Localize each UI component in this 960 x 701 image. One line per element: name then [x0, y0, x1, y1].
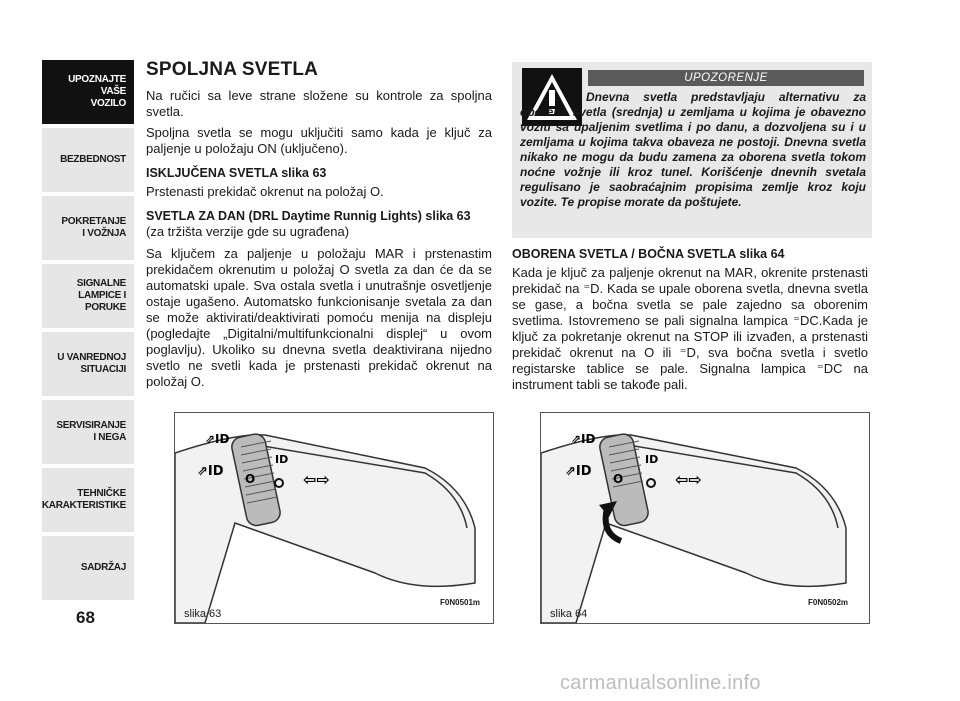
- warning-title: UPOZORENJE: [588, 70, 864, 86]
- tab-pokretanje-i-voznja[interactable]: POKRETANJE I VOŽNJA: [42, 196, 134, 260]
- paragraph: Na ručici sa leve strane složene su kontrole za spoljna svetla.: [146, 88, 492, 119]
- left-column: [146, 60, 492, 395]
- right-column: [512, 246, 868, 393]
- figure-lever-63: [174, 412, 494, 624]
- figure-caption: slika 63: [184, 608, 222, 620]
- section-heading: ISKLJUČENA SVETLA slika 63: [146, 166, 327, 180]
- page-number: 68: [76, 608, 95, 627]
- svg-text:⇦⇨: ⇦⇨: [675, 470, 702, 489]
- svg-text:⇦⇨: ⇦⇨: [303, 470, 330, 489]
- headlight-lever-illustration: [175, 413, 493, 623]
- figure-lever-64: [540, 412, 870, 624]
- tab-upoznajte-vase-vozilo[interactable]: UPOZNAJTE VAŠE VOZILO: [42, 60, 134, 124]
- page-title: SPOLJNA SVETLA: [146, 59, 319, 80]
- svg-text:⇗ID: ⇗ID: [197, 464, 224, 479]
- section-heading: SVETLA ZA DAN (DRL Daytime Runnig Lights) slika 63: [146, 209, 471, 223]
- paragraph: Spoljna svetla se mogu uključiti samo kada je ključ za paljenje u položaju ON (uključeno).: [146, 125, 492, 156]
- tab-signalne-lampice[interactable]: SIGNALNE LAMPICE I PORUKE: [42, 264, 134, 328]
- section-heading: OBORENA SVETLA / BOČNA SVETLA slika 64: [512, 247, 785, 261]
- svg-text:ID: ID: [275, 453, 289, 466]
- paragraph: Prstenasti prekidač okrenut na položaj O.: [146, 184, 384, 199]
- tab-bezbednost[interactable]: BEZBEDNOST: [42, 128, 134, 192]
- figure-code: F0N0502m: [808, 598, 849, 607]
- warning-box: [512, 62, 872, 238]
- svg-text:⇗ID: ⇗ID: [565, 464, 592, 479]
- svg-text:O: O: [613, 472, 624, 486]
- watermark: carmanualsonline.info: [560, 672, 761, 694]
- paragraph: Sa ključem za paljenje u položaju MAR i prstenastim prekidačem okrenutim u položaj O svetla za dan će da se automatski upale. Sva ostala svetla i unutrašnje osvetljenje ostaje ugašeno. Automatsko funkcionisanje svetala za dan se može aktivirati/deaktivirati pomoću menija na displeju (pogledajte „Digitalni/multifunkcionalni displej“ u ovom poglavlju). Ukoliko su dnevna svetla deaktivirana nijedno svetlo ne svetli kada je prstenasti prekidač okrenut na položaj O.: [146, 246, 492, 389]
- warning-text: Dnevna svetla predstavljaju alternativu za oborena svetla (srednja) u zemljama u kojima je obavezno voziti sa upaljenim svetlima i po danu, a dozvoljena su i u zemljama u kojima takva obaveza ne postoji. Dnevna svetla nikako ne mogu da budu zamena za oborena svetla tokom noćne vožnje ili kroz tunel. Korišćenje dnevnih svetala regulisano je saobraćajnim propisima zemlje kroz koju vozite. Te propise morate da poštujete.: [520, 90, 866, 209]
- tab-tehnicke-karakteristike[interactable]: TEHNIČKE KARAKTERISTIKE: [42, 468, 134, 532]
- tab-sadrzaj[interactable]: SADRŽAJ: [42, 536, 134, 600]
- headlight-lever-illustration: [541, 413, 869, 623]
- paragraph: Kada je ključ za paljenje okrenut na MAR, okrenite prstenasti prekidač na ⁼D. Kada se upale oborena svetla, dnevna svetla se gase, a bočna svetla se pale zajedno sa oborenim svetlima. Istovremeno se pali signalna lampica ⁼DC.Kada je ključ za pokretanje okrenut na STOP ili izvađen, a prstenasti prekidač okrenut na O ili ⁼D, sva bočna svetla i svetlo registarske tablice se pale. Signalna lampica ⁼DC na instrument tabli se takođe pali.: [512, 265, 868, 392]
- section-subheading: (za tržišta verzije gde su ugrađena): [146, 224, 350, 239]
- svg-text:⇗ID: ⇗ID: [571, 432, 596, 446]
- svg-text:⇗ID: ⇗ID: [205, 432, 230, 446]
- figure-code: F0N0501m: [440, 598, 481, 607]
- figure-caption: slika 64: [550, 608, 588, 620]
- tab-servisiranje-i-nega[interactable]: SERVISIRANJE I NEGA: [42, 400, 134, 464]
- svg-text:O: O: [245, 472, 256, 486]
- tab-u-vanrednoj-situaciji[interactable]: U VANREDNOJ SITUACIJI: [42, 332, 134, 396]
- svg-text:ID: ID: [645, 453, 659, 466]
